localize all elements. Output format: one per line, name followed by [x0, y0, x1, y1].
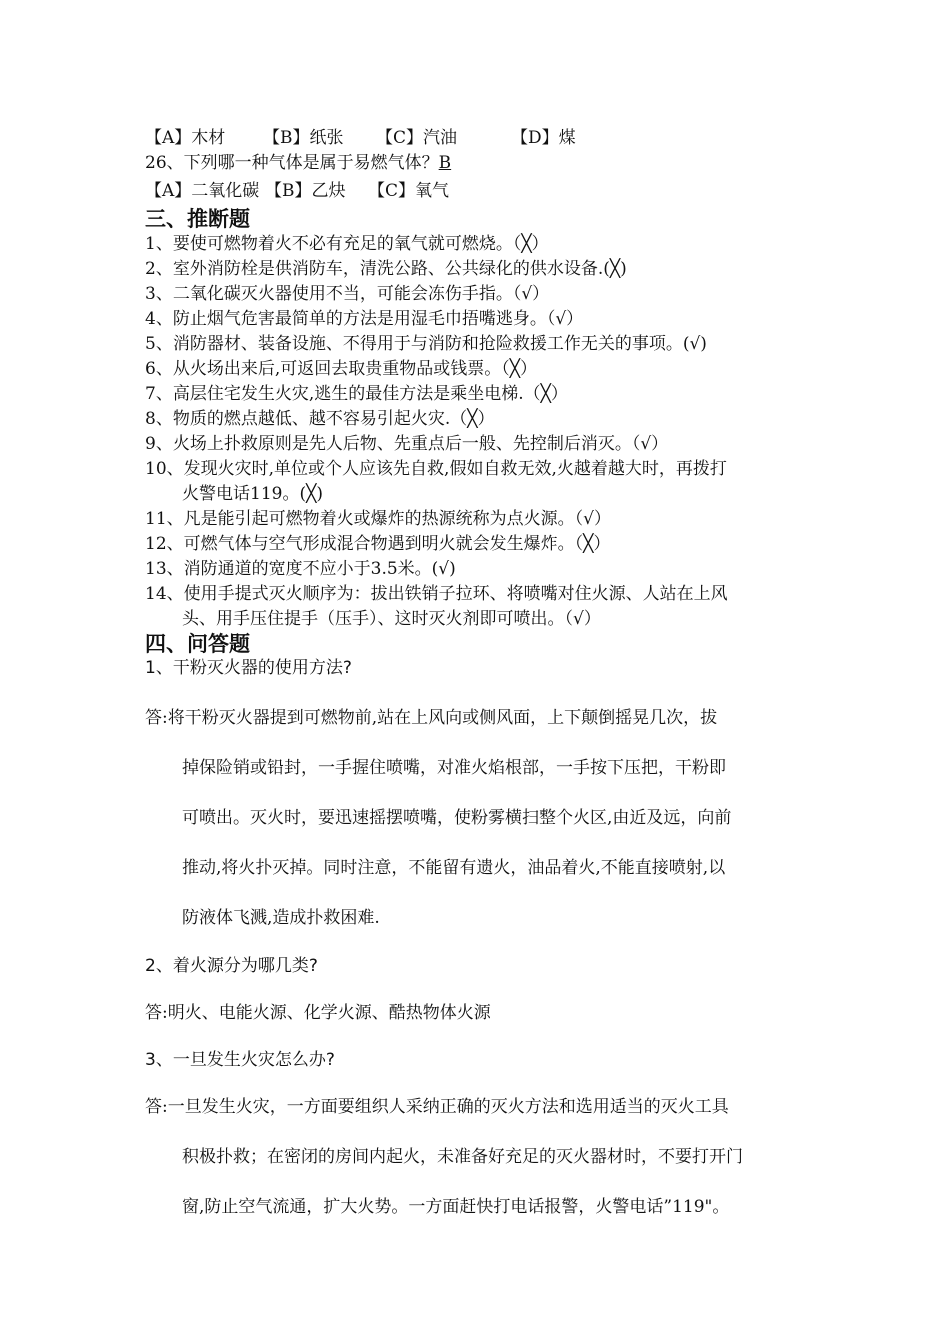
judgment-item-continuation: 火警电话119。(╳): [182, 484, 323, 504]
q26-options: [145, 180, 449, 202]
judgment-item: 4、防止烟气危害最简单的方法是用湿毛巾捂嘴逃身。（√）: [145, 309, 584, 329]
q25-option-a: 【A】木材: [145, 128, 226, 148]
q26-option-b: 【B】乙炔: [265, 181, 346, 201]
judgment-item: 2、室外消防栓是供消防车，清洗公路、公共绿化的供水设备.(╳): [145, 259, 627, 279]
judgment-item: 11、凡是能引起可燃物着火或爆炸的热源统称为点火源。（√）: [145, 509, 611, 529]
q25-option-b: 【B】纸张: [263, 128, 344, 148]
q25-option-d: 【D】煤: [511, 128, 576, 148]
section3-title: 三、推断题: [145, 207, 250, 231]
qa-answer-1-line: 答:将干粉灭火器提到可燃物前,站在上风向或侧风面，上下颠倒摇晃几次，拔: [145, 708, 718, 728]
q26-option-a: 【A】二氧化碳: [145, 181, 260, 201]
qa-question-3: 3、一旦发生火灾怎么办?: [145, 1050, 335, 1070]
judgment-item: 7、高层住宅发生火灾,逃生的最佳方法是乘坐电梯.（╳）: [145, 384, 568, 404]
qa-answer-3-line: 答:一旦发生火灾，一方面要组织人采纳正确的灭火方法和选用适当的灭火工具: [145, 1097, 729, 1117]
q26-question: [145, 152, 451, 174]
q25-options: [145, 127, 576, 149]
judgment-item: 12、可燃气体与空气形成混合物遇到明火就会发生爆炸。（╳）: [145, 534, 611, 554]
judgment-item: 14、使用手提式灭火顺序为：拔出铁销子拉环、将喷嘴对住火源、人站在上风: [145, 584, 728, 604]
judgment-item: 5、消防器材、装备设施、不得用于与消防和抢险救援工作无关的事项。(√): [145, 334, 707, 354]
judgment-item-continuation: 头、用手压住提手（压手）、这时灭火剂即可喷出。（√）: [182, 609, 601, 629]
qa-answer-3-line: 积极扑救；在密闭的房间内起火，未准备好充足的灭火器材时，不要打开门: [182, 1147, 743, 1167]
judgment-item: 10、发现火灾时,单位或个人应该先自救,假如自救无效,火越着越大时，再拨打: [145, 459, 727, 479]
q26-text: 26、下列哪一种气体是属于易燃气体？: [145, 153, 439, 173]
q26-option-c: 【C】氧气: [368, 181, 450, 201]
qa-answer-3-line: 窗,防止空气流通，扩大火势。一方面赶快打电话报警，火警电话”119"。: [182, 1197, 730, 1217]
qa-answer-1-line: 可喷出。灭火时，要迅速摇摆喷嘴，使粉雾横扫整个火区,由近及远，向前: [182, 808, 732, 828]
judgment-item: 8、物质的燃点越低、越不容易引起火灾.（╳）: [145, 409, 495, 429]
q26-answer: B: [438, 153, 452, 173]
judgment-item: 9、火场上扑救原则是先人后物、先重点后一般、先控制后消灭。（√）: [145, 434, 669, 454]
judgment-item: 3、二氧化碳灭火器使用不当，可能会冻伤手指。（√）: [145, 284, 550, 304]
judgment-item: 13、消防通道的宽度不应小于3.5米。(√): [145, 559, 456, 579]
qa-answer-2: 答:明火、电能火源、化学火源、酷热物体火源: [145, 1003, 491, 1023]
qa-answer-1-line: 掉保险销或铅封，一手握住喷嘴，对准火焰根部，一手按下压把，干粉即: [182, 758, 726, 778]
judgment-item: 6、从火场出来后,可返回去取贵重物品或钱票。（╳）: [145, 359, 537, 379]
qa-question-1: 1、干粉灭火器的使用方法?: [145, 658, 352, 678]
q25-option-c: 【C】汽油: [376, 128, 458, 148]
section4-title: 四、问答题: [145, 632, 250, 656]
qa-answer-1-line: 防液体飞溅,造成扑救困难.: [182, 908, 380, 928]
judgment-item: 1、要使可燃物着火不必有充足的氧气就可燃烧。（╳）: [145, 234, 549, 254]
qa-answer-1-line: 推动,将火扑灭掉。同时注意，不能留有遗火，油品着火,不能直接喷射,以: [182, 858, 726, 878]
qa-question-2: 2、着火源分为哪几类?: [145, 956, 318, 976]
